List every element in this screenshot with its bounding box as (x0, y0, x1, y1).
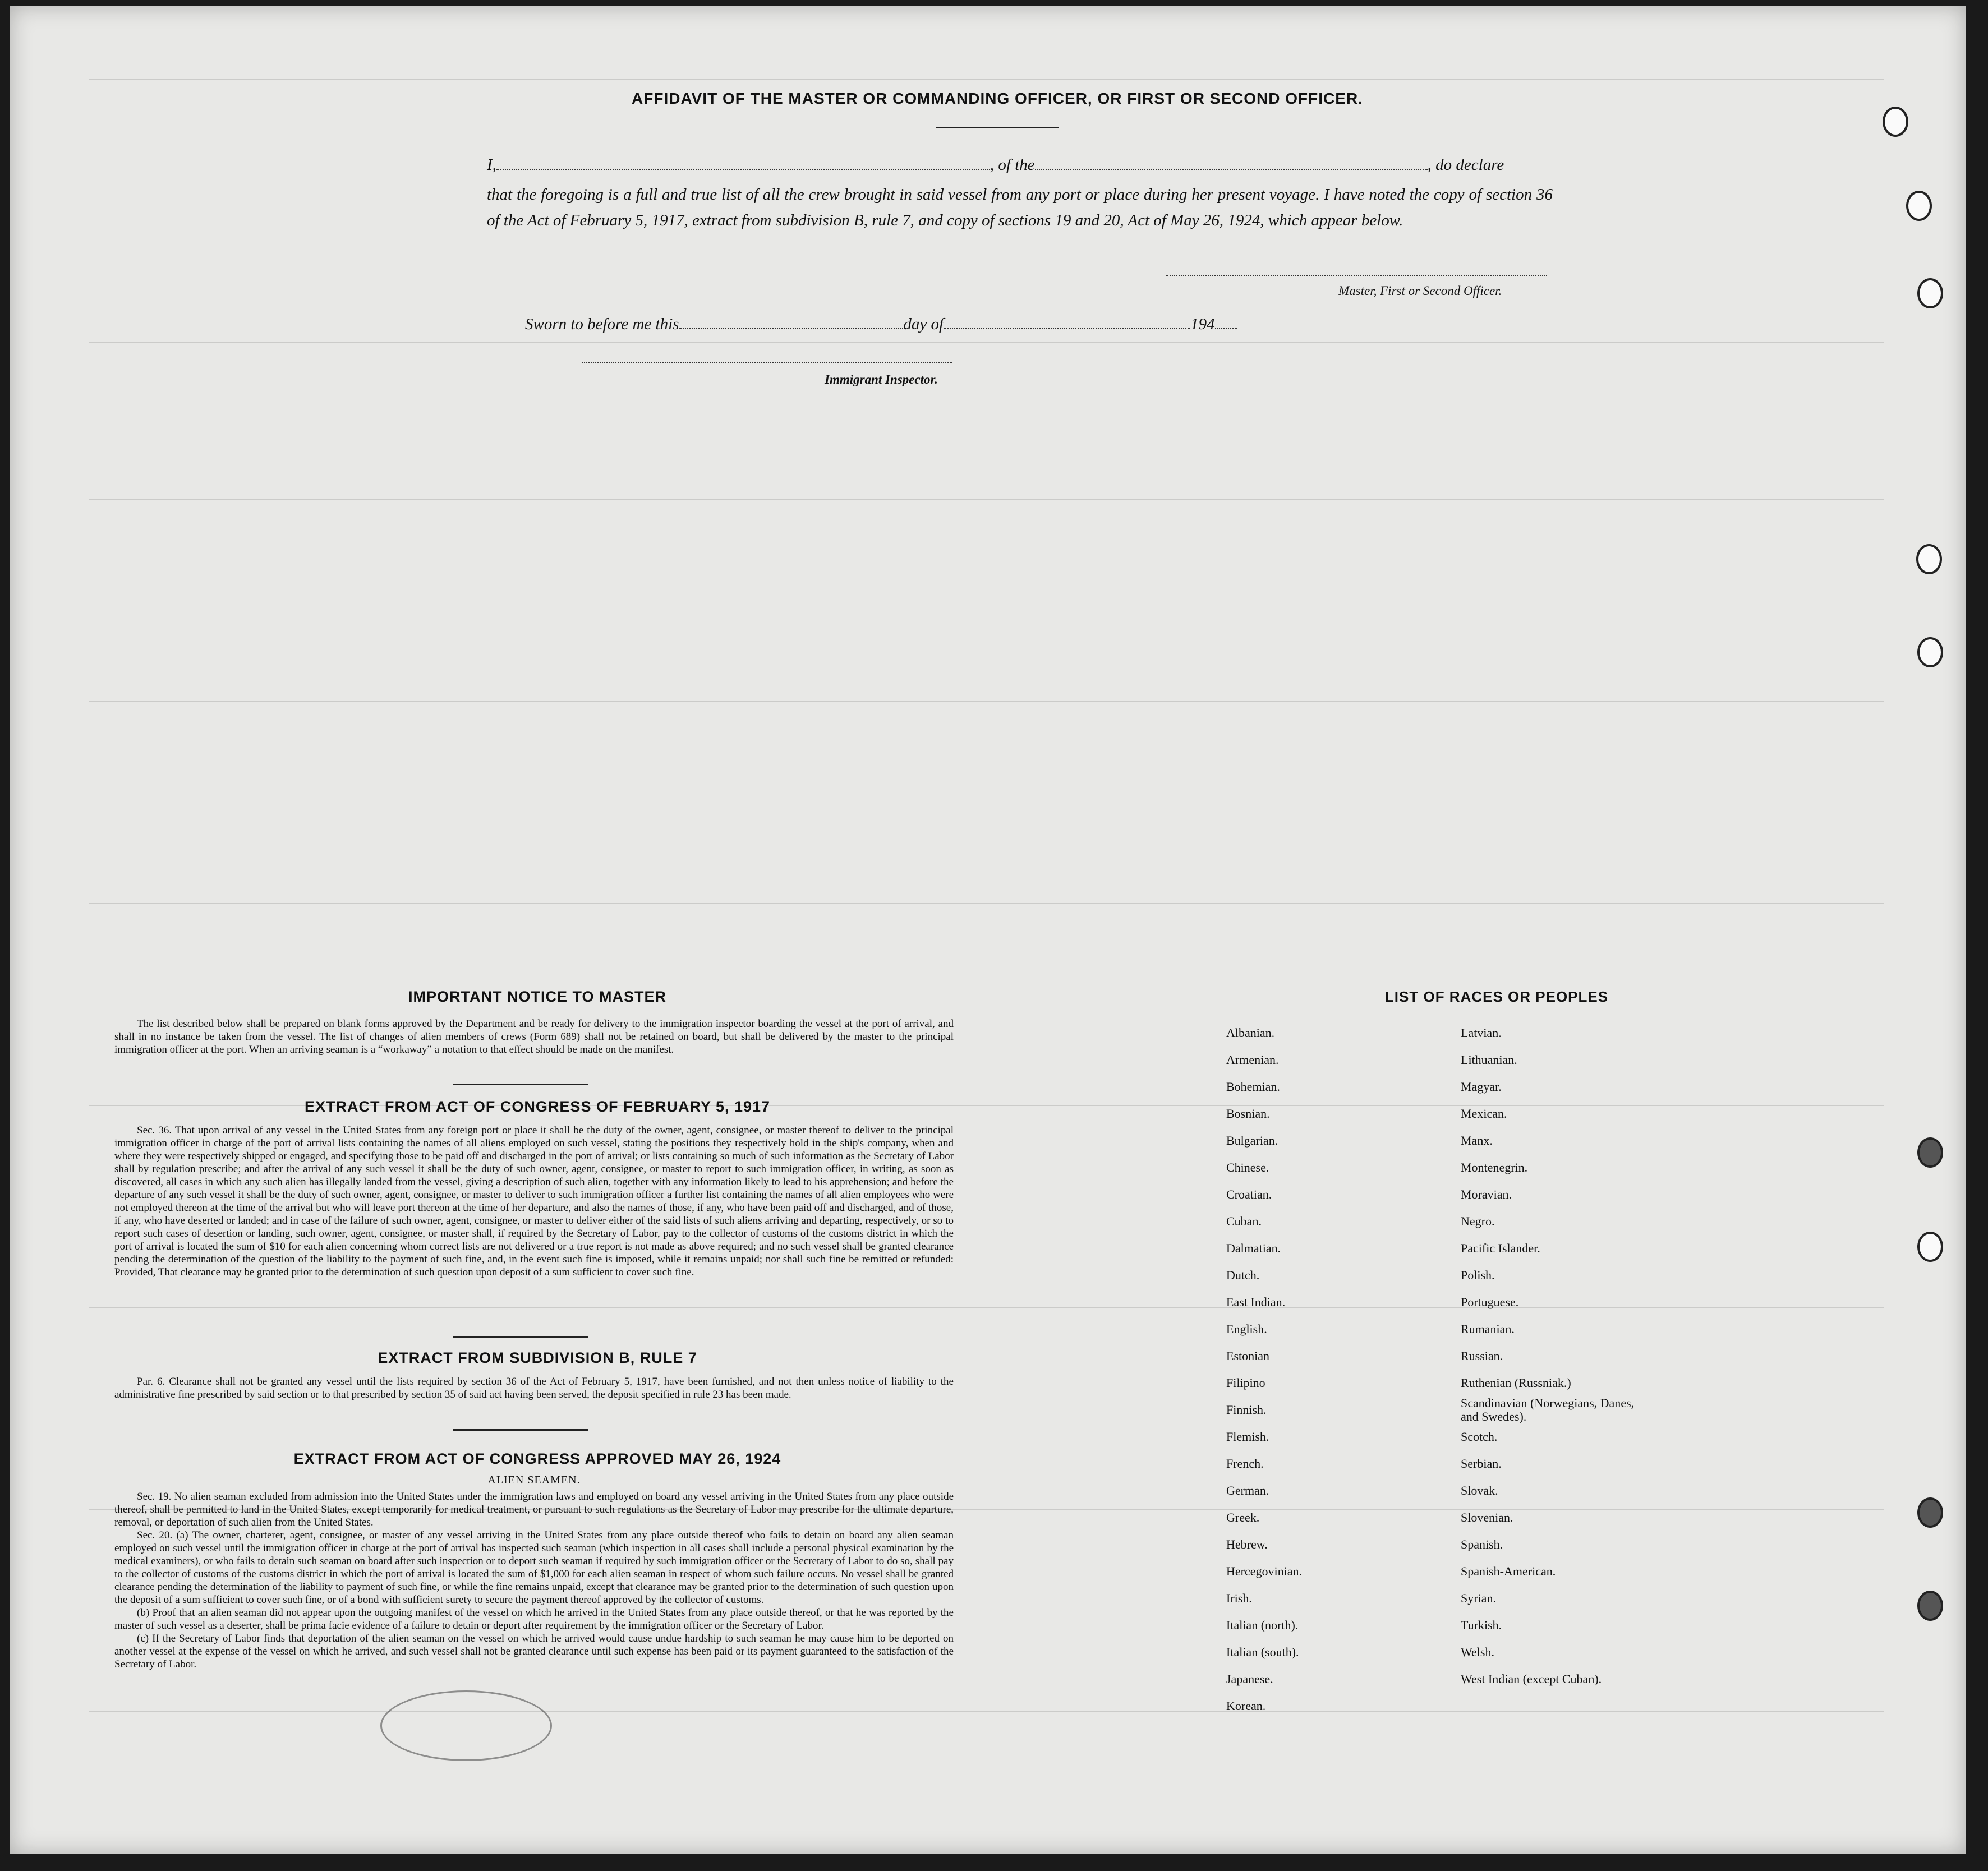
race-item: Irish. (1226, 1591, 1252, 1605)
race-item: Bosnian. (1226, 1107, 1270, 1121)
race-item: Cuban. (1226, 1214, 1262, 1228)
notice-text: The list described below shall be prepared on blank forms approved by the Department and be ready for delivery to the immigration inspector boarding the vessel at the port of arrival, and shall in no instance be taken from the vessel. The list of changes of alien members of crews (Form 689) shall not be retained on board, but shall be delivered by the master to the principal immigration officer at the port. When an arriving seaman is a “workaway” a notation to that effect should be made on the manifest. (114, 1018, 954, 1056)
punch-hole (1917, 1137, 1943, 1168)
race-item: Syrian. (1461, 1591, 1496, 1605)
race-item: Hercegovinian. (1226, 1564, 1302, 1578)
race-item: Spanish-American. (1461, 1564, 1556, 1578)
race-item: Italian (south). (1226, 1645, 1299, 1659)
race-item: Serbian. (1461, 1457, 1502, 1471)
race-item: Slovak. (1461, 1483, 1498, 1497)
affidavit-body: that the foregoing is a full and true list of all the crew brought in said vessel from any port or place during her present voyage. I have noted the copy of section 36 of the Act of February 5, 1917, extract from subdivision B, rule 7, and copy of sections 19 and 20, Act of May 26, 1924, which appear below. (487, 186, 1553, 229)
punch-hole (1917, 278, 1943, 308)
race-item: English. (1226, 1322, 1267, 1336)
sworn-year: 194 (1190, 315, 1215, 333)
race-item: Flemish. (1226, 1430, 1269, 1444)
punch-hole (1917, 1232, 1943, 1262)
section-20a-text: Sec. 20. (a) The owner, charterer, agent, consignee, or master of any vessel arriving in the United States from any place outside thereof who fails to detain on board any alien seaman employed on such vessel until the immigration officer in charge at the port of arrival has inspected such seaman (which inspection in all cases shall include a personal physical examination by the medical examiners), or who fails to detain such seaman on board after such inspection or to deport such seaman if required by such immigration officer or the Secretary of Labor to do so, shall pay to the collector of customs of the customs district in which the port of arrival is located the sum of $1,000 for each alien seaman in respect of whom such failure occurs. No vessel shall be granted clearance pending the determination of the liability to payment of such fine, or while the fine remains unpaid, except that clearance may be granted prior to the determination of such question upon the deposit of a sum sufficient to cover such fine, or of a bond with sufficient surety to secure the payment thereof approved by the collector of customs. (114, 1529, 954, 1606)
extract-1924-title: EXTRACT FROM ACT OF CONGRESS APPROVED MAY 26, 1924 (293, 1450, 781, 1467)
sworn-prefix: Sworn to before me this (525, 315, 679, 333)
races-right-column (1461, 1020, 1685, 1693)
race-item: Filipino (1226, 1376, 1265, 1390)
race-item: Manx. (1461, 1133, 1493, 1148)
race-item: Ruthenian (Russniak.) (1461, 1376, 1571, 1390)
extract-rule7-body (114, 1375, 954, 1401)
race-item: Slovenian. (1461, 1510, 1513, 1524)
sworn-month-blank (944, 328, 1190, 329)
punch-hole (1917, 637, 1943, 667)
race-item: Estonian (1226, 1349, 1269, 1363)
race-item: Pacific Islander. (1461, 1241, 1540, 1255)
race-item: Korean. (1226, 1699, 1266, 1713)
signature-blank (1166, 275, 1547, 276)
races-title: LIST OF RACES OR PEOPLES (1384, 988, 1609, 1005)
declaration-line (487, 156, 1504, 174)
master-name-blank (496, 169, 990, 170)
race-item: Albanian. (1226, 1026, 1275, 1040)
sworn-line (525, 315, 1237, 334)
sworn-year-blank (1215, 328, 1237, 329)
race-item: Armenian. (1226, 1053, 1279, 1067)
race-item: Japanese. (1226, 1672, 1273, 1686)
alien-seamen-subtitle: ALIEN SEAMEN. (487, 1474, 581, 1486)
race-item: Bohemian. (1226, 1080, 1280, 1094)
divider (936, 127, 1059, 128)
race-item: Finnish. (1226, 1403, 1267, 1417)
race-item: Dutch. (1226, 1268, 1260, 1282)
race-item: Mexican. (1461, 1107, 1507, 1121)
document-sheet (10, 6, 1966, 1854)
extract-1917-title: EXTRACT FROM ACT OF CONGRESS OF FEBRUARY 5, 1917 (304, 1098, 771, 1115)
race-item: Greek. (1226, 1510, 1260, 1524)
race-item: German. (1226, 1483, 1269, 1497)
divider (453, 1084, 588, 1085)
punch-hole (1917, 1591, 1943, 1621)
notice-body (114, 1017, 954, 1056)
section-19-text: Sec. 19. No alien seaman excluded from admission into the United States under the immigration laws and employed on board any vessel arriving in the United States from any place outside thereof, shall be permitted to land in the United States, except temporarily for medical treatment, or pursuant to such regulations as the Secretary of Labor may prescribe for the ultimate departure, removal, or deportation of such alien from the United States. (114, 1491, 954, 1528)
date-stamp (380, 1690, 552, 1761)
race-item: Spanish. (1461, 1537, 1503, 1551)
race-item: Portuguese. (1461, 1295, 1519, 1309)
race-item: Hebrew. (1226, 1537, 1268, 1551)
race-item: Bulgarian. (1226, 1133, 1278, 1148)
extract-1924-body (114, 1472, 954, 1671)
declaration-i: I, (487, 156, 496, 174)
race-item: Russian. (1461, 1349, 1503, 1363)
declaration-do-declare: , do declare (1427, 156, 1504, 174)
race-item: Magyar. (1461, 1080, 1502, 1094)
race-item: Scotch. (1461, 1430, 1498, 1444)
race-item: Negro. (1461, 1214, 1495, 1228)
extract-rule7-title: EXTRACT FROM SUBDIVISION B, RULE 7 (378, 1349, 697, 1366)
declaration-of-the: , of the (990, 156, 1035, 174)
race-item: Italian (north). (1226, 1618, 1299, 1632)
punch-hole (1916, 544, 1942, 574)
punch-hole (1917, 1497, 1943, 1528)
punch-hole (1883, 107, 1908, 137)
affidavit-title: AFFIDAVIT OF THE MASTER OR COMMANDING OFFICER, OR FIRST OR SECOND OFFICER. (632, 90, 1363, 107)
race-item: West Indian (except Cuban). (1461, 1672, 1602, 1686)
section-20c-text: (c) If the Secretary of Labor finds that deportation of the alien seaman on the vessel on which he arrived would cause undue hardship to such seaman he may cause him to be deported on another vessel at the expense of the vessel on which he arrived, and such vessel shall not be granted clearance until such expense has been paid or its payment guaranteed to the satisfaction of the Secretary of Labor. (114, 1633, 954, 1670)
sworn-day: day of (903, 315, 944, 333)
races-left-column (1226, 1020, 1302, 1720)
race-item: Dalmatian. (1226, 1241, 1281, 1255)
vessel-name-blank (1035, 169, 1428, 170)
signature-label: Master, First or Second Officer. (1338, 284, 1502, 298)
inspector-label: Immigrant Inspector. (825, 372, 938, 386)
section-36-text: Sec. 36. That upon arrival of any vessel in the United States from any foreign port or place it shall be the duty of the owner, agent, consignee, or master thereof to deliver to the principal immigration officer in charge of the port of arrival lists containing the names of all aliens employed on such vessel, stating the positions they respectively hold in the ship's company, when and where they were respectively shipped or engaged, and specifying those to be paid off and discharged in the port of arrival; or lists containing so much of such information as the Secretary of Labor shall by regulation prescribe; and after the arrival of any such vessel it shall be the duty of such owner, agent, consignee, or master to report to such immigration officer, in writing, as soon as discovered, all cases in which any such alien has illegally landed from the vessel, giving a description of such alien, together with any information likely to lead to his apprehension; and before the departure of any such vessel it shall be the duty of such owner, agent, consignee, or master to deliver to such immigration officer a further list containing the names of all alien employees who were not employed thereon at the time of the arrival but who will leave port thereon at the time of her departure, and also the names of those, if any, who have been paid off and discharged, and of those, if any, who have deserted or landed; and in case of the failure of such owner, agent, consignee, or master to deliver either of the said lists of such aliens arriving and departing, respectively, or so to report such cases of desertion or landing, such owner, agent, consignee, or master shall, if required by the Secretary of Labor, pay to the collector of customs of the customs district in which the port of arrival is located the sum of $10 for each alien concerning whom correct lists are not delivered or a true report is not made as above required; and no such vessel shall be granted clearance pending the determination of the question of the liability to the payment of such fine, and, in the event such fine is imposed, while it remains unpaid; nor shall such fine be remitted or refunded: Provided, That clearance may be granted prior to the determination of such question upon deposit of a sum sufficient to cover such fine. (114, 1125, 954, 1278)
race-item: Chinese. (1226, 1160, 1269, 1174)
divider (453, 1336, 588, 1338)
section-20b-text: (b) Proof that an alien seaman did not appear upon the outgoing manifest of the vessel on which he arrived in the United States from any place outside thereof, or that he was reported by the master of such vessel as a deserter, shall be prima facie evidence of a failure to detain or deport after requirement by the immigration officer or the Secretary of Labor. (114, 1607, 954, 1632)
race-item: Montenegrin. (1461, 1160, 1528, 1174)
race-item: Scandinavian (Norwegians, Danes, and Swedes). (1461, 1396, 1635, 1423)
race-item: Croatian. (1226, 1187, 1272, 1201)
divider (453, 1429, 588, 1431)
notice-title: IMPORTANT NOTICE TO MASTER (408, 988, 666, 1005)
sworn-date-blank (679, 328, 903, 329)
race-item: French. (1226, 1457, 1264, 1471)
race-item: Moravian. (1461, 1187, 1512, 1201)
race-item: East Indian. (1226, 1295, 1286, 1309)
punch-hole (1906, 191, 1932, 221)
inspector-signature-blank (582, 362, 952, 363)
race-item: Turkish. (1461, 1618, 1502, 1632)
race-item: Polish. (1461, 1268, 1495, 1282)
race-item: Rumanian. (1461, 1322, 1515, 1336)
race-item: Lithuanian. (1461, 1053, 1517, 1067)
par-6-text: Par. 6. Clearance shall not be granted any vessel until the lists required by section 36 of the Act of February 5, 1917, have been furnished, and not then unless notice of liability to the administrative fine prescribed by said section or to that prescribed by section 35 of said act having been served, the deposit specified in rule 23 has been made. (114, 1376, 954, 1400)
race-item: Welsh. (1461, 1645, 1494, 1659)
extract-1917-body (114, 1124, 954, 1279)
race-item: Latvian. (1461, 1026, 1502, 1040)
